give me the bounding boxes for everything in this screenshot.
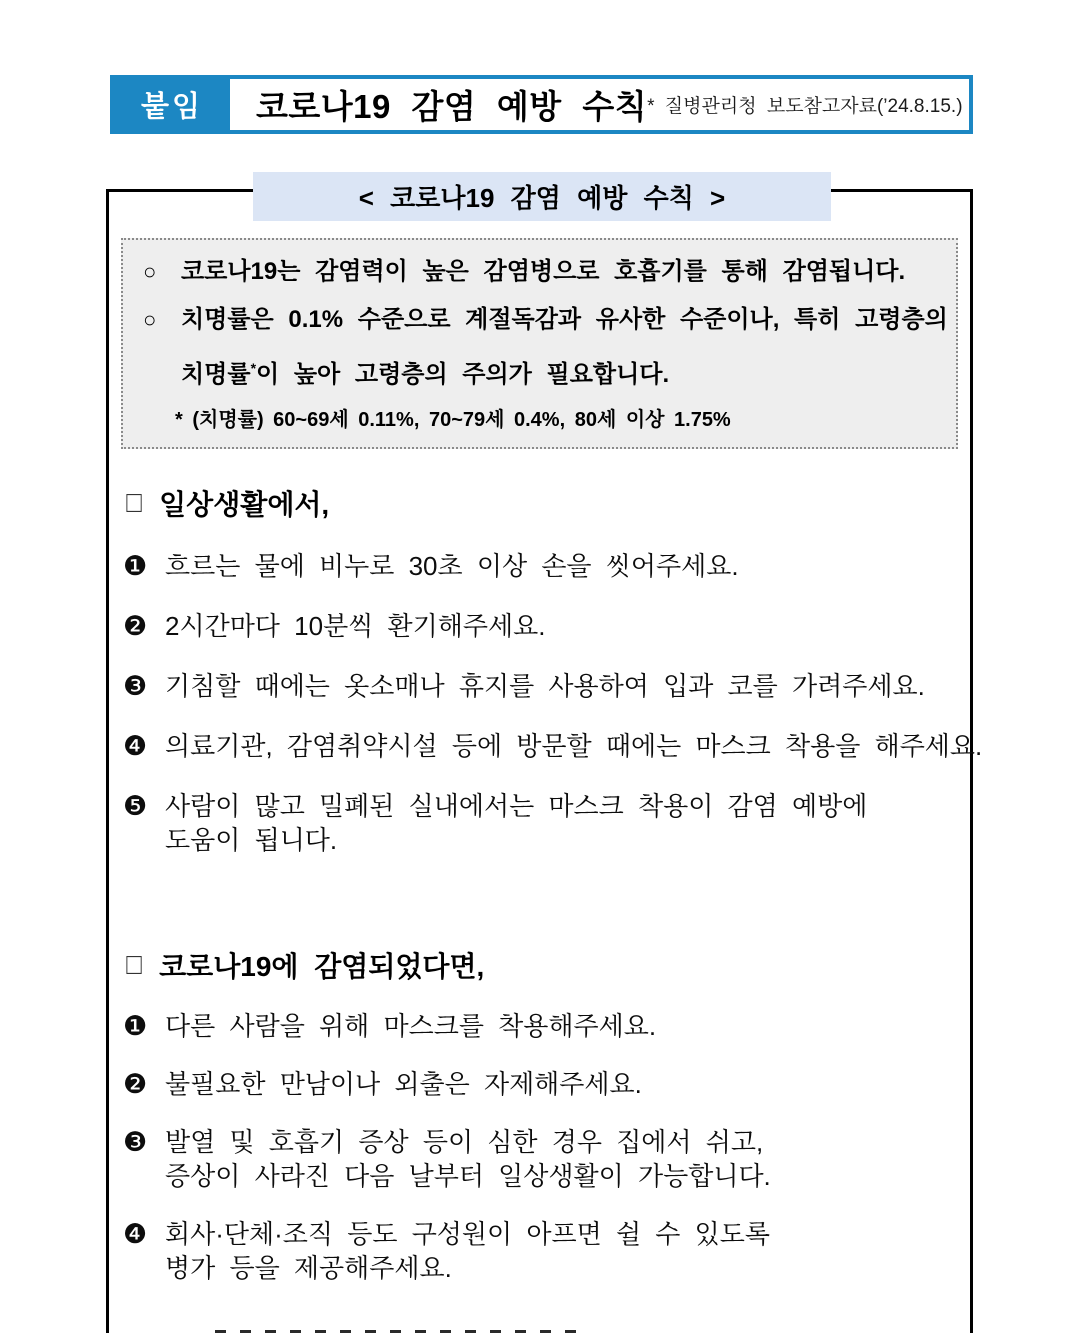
info-box <box>121 238 958 449</box>
circled-number-icon: ❸ <box>123 671 148 701</box>
circled-number-icon: ❹ <box>123 731 148 761</box>
circle-bullet-icon: ○ <box>143 259 157 284</box>
panel-title: < 코로나19 감염 예방 수칙 > <box>253 172 831 221</box>
section-daily-life <box>109 483 983 857</box>
list-item <box>123 1067 970 1101</box>
item-text: 병가 등을 제공해주세요. <box>165 1253 452 1283</box>
content-panel <box>106 189 983 1333</box>
attachment-header <box>110 75 973 134</box>
list-item <box>123 549 970 583</box>
square-bullet-icon: □ <box>126 948 142 981</box>
item-text: 흐르는 물에 비누로 30초 이상 손을 씻어주세요. <box>165 551 739 581</box>
section-if-infected <box>109 945 970 1285</box>
list-item <box>123 609 970 643</box>
list-item <box>123 1217 970 1285</box>
info-bullet <box>143 296 948 399</box>
section-header <box>125 483 970 523</box>
circled-number-icon: ❹ <box>123 1219 148 1249</box>
item-text: 증상이 사라진 다음 날부터 일상생활이 가능합니다. <box>165 1161 771 1191</box>
info-bullet <box>143 248 936 296</box>
item-text: 기침할 때에는 옷소매나 휴지를 사용하여 입과 코를 가려주세요. <box>165 671 925 701</box>
source-note: * 질병관리청 보도참고자료(’24.8.15.) <box>647 96 963 117</box>
item-text: 2시간마다 10분씩 환기해주세요. <box>165 611 546 641</box>
section-title: 코로나19에 감염되었다면, <box>159 951 485 982</box>
item-text: 다른 사람을 위해 마스크를 착용해주세요. <box>165 1011 657 1041</box>
circled-number-icon: ❸ <box>123 1127 148 1157</box>
info-footnote: * (치명률) 60~69세 0.11%, 70~79세 0.4%, 80세 이상 1.75% <box>175 409 731 431</box>
footnote-asterisk: * <box>250 360 257 376</box>
info-bullet-text: 치명률은 0.1% 수준으로 계절독감과 유사한 수준이나, 특히 고령층의 <box>181 306 948 333</box>
list-item <box>123 1125 970 1193</box>
circled-number-icon: ❺ <box>123 791 148 821</box>
section-title: 일상생활에서, <box>159 489 330 520</box>
item-text: 도움이 됩니다. <box>165 825 338 855</box>
circled-number-icon: ❶ <box>123 551 148 581</box>
list-item <box>123 669 970 703</box>
list-item <box>123 789 970 857</box>
section-header <box>125 945 970 985</box>
item-text: 의료기관, 감염취약시설 등에 방문할 때에는 마스크 착용을 해주세요. <box>165 731 983 761</box>
item-text: 회사·단체·조직 등도 구성원이 아프면 쉴 수 있도록 <box>165 1219 770 1249</box>
attachment-badge: 붙임 <box>114 79 230 130</box>
list-item <box>123 729 983 763</box>
circled-number-icon: ❷ <box>123 1069 148 1099</box>
document-title: 코로나19 감염 예방 수칙 <box>256 88 648 125</box>
item-text: 발열 및 호흡기 증상 등이 심한 경우 집에서 쉬고, <box>165 1127 764 1157</box>
circled-number-icon: ❷ <box>123 611 148 641</box>
circled-number-icon: ❶ <box>123 1011 148 1041</box>
info-bullet-text: 치명률*이 높아 고령층의 주의가 필요합니다. <box>181 360 670 388</box>
item-text: 불필요한 만남이나 외출은 자제해주세요. <box>165 1069 642 1099</box>
square-bullet-icon: □ <box>126 486 142 519</box>
info-bullet-text: 코로나19는 감염력이 높은 감염병으로 호흡기를 통해 감염됩니다. <box>181 258 906 285</box>
list-item <box>123 1009 970 1043</box>
item-text: 사람이 많고 밀폐된 실내에서는 마스크 착용이 감염 예방에 <box>165 791 868 821</box>
circle-bullet-icon: ○ <box>143 307 157 332</box>
